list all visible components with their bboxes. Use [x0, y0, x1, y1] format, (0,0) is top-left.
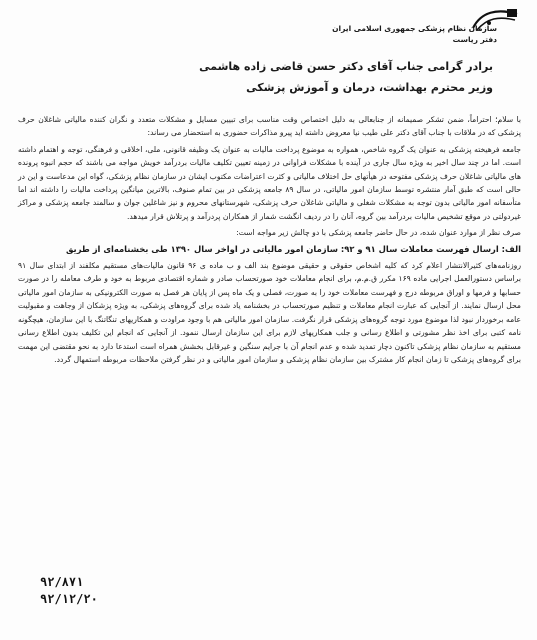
- addressee-name: برادر گرامی جناب آقای دکتر حسن قاضی زاده هاشمی: [199, 60, 493, 73]
- handwritten-date: ۹۲/۱۲/۲۰: [40, 592, 98, 606]
- organization-name: سازمان نظام پزشکی جمهوری اسلامی ایران: [332, 24, 497, 33]
- addressee-title: وزیر محترم بهداشت، درمان و آموزش پزشکی: [246, 81, 493, 94]
- paragraph-greeting: با سلام؛ احتراماً، ضمن تشکر صمیمانه از جنابعالی به دلیل اختصاص وقت مناسب برای تبیین مسایل و مشکلات متعدد و نگران کننده مالیاتی شاغلان حرف پزشکی که در ملاقات با جناب آقای دکتر علی طیب نیا معروض داشته اید پیرو مذاکرات حضوری به استحضار می رساند:: [18, 115, 521, 138]
- letter-body: [18, 113, 521, 369]
- paragraph-section-a: روزنامه‌های کثیرالانتشار اعلام کرد که کلیه اشخاص حقوقی و حقیقی موضوع بند الف و ب ماده ی ۹۶ قانون مالیات‌های مستقیم مکلفند از ابتدای سال ۹۱ براساس دستورالعمل اجرایی ماده ۱۶۹ مکرر ق.م.م، برای انجام معاملات خود صورتحساب صادر و شماره اقتصادی مربوط به خود و طرف معامله را در صورت حسابها و فرمها و اوراق مربوطه درج و فهرست معاملات خود را به صورت، فصلی و یک ماه پس از پایان هر فصل به صورت الکترونیکی به سازمان امور مالیاتی محل ارسال نمایند. از آنجایی که عبارت انجام معاملات و تنظیم صورتحساب در بخشنامه یاد شده برای گروه‌های پزشکی، به ویژه پزشکان از وجاهت و مقبولیت عامه برخوردار نبود لذا موضوع مورد توجه گروه‌های پزشکی قرار نگرفت. سازمان امور مالیاتی هم با وجود مراودت و همکاریهای تنگاتنگ با این سازمان، هیچگونه نامه کتبی برای اخذ نظر مشورتی و اطلاع رسانی و جلب همکاریهای لازم برای این سازمان ارسال ننمود. از آنجایی که انجام این تکلیف بدون اطلاع رسانی مستقیم به سازمان نظام پزشکی تاکنون دچار تمدید شده و عدم انجام آن با جرایم سنگین و غیرقابل بخشش همراه است استدعا دارد به نحو مقتضی این مهمت برای گروه‌های پزشکی تا زمان انجام کار مشترک بین سازمان نظام پزشکی و سازمان امور مالیاتی و در نظر گرفتن ملاحظات مربوطه استمهال گردد.: [18, 261, 521, 364]
- office-name: دفتر ریاست: [452, 35, 497, 44]
- paragraph-context: جامعه فرهیخته پزشکی به عنوان یک گروه شاخص، همواره به موضوع پرداخت مالیات به عنوان یک وظیفه قانونی، ملی، اخلاقی و فرهنگی، توجه و اهتمام داشته است. اما در چند سال اخیر به ویژه سال جاری در آینده با مشکلات فراوانی در زمینه تعیین تکلیف مالیات بردرآمد خویش مواجه می باشند که حجم انبوه پرونده های مالیاتی شاغلان حرف پزشکی مفتوحه در هیأتهای حل اختلاف مالیاتی و کثرت اعتراضات مکتوب ایشان در سازمان نظام پزشکی، گواه این مدعاست و این در حالی است که طبق آمار منتشره توسط سازمان امور مالیاتی، در سال ۸۹ جامعه پزشکی در بین تمام صنوف، بالاترین میانگین پرداخت مالیات را داشته اند اما متأسفانه امور مالیاتی بدون توجه به مشکلات شغلی و مالیاتی شاغلان حرف پزشکی، شهرستانهای محروم و نیز شاغلین جوان و سالمند جامعه پزشکی و مراکز غیردولتی در موقع تشخیص مالیات بردرآمد بین گروه، آنان را در ردیف انگشت شمار از همکاران پردرآمد و پرتلاش قرار میدهد.: [18, 144, 521, 221]
- section-heading-a: الف: ارسال فهرست معاملات سال ۹۱ و ۹۲: سازمان امور مالیاتی در اواخر سال ۱۳۹۰ طی بخشنامه‌ای از طریق: [66, 243, 521, 254]
- handwritten-number: ۹۲/۸۷۱: [40, 575, 84, 589]
- paragraph-challenges-intro: صرف نظر از موارد عنوان شده، در حال حاضر جامعه پزشکی با دو چالش زیر مواجه است:: [236, 228, 521, 238]
